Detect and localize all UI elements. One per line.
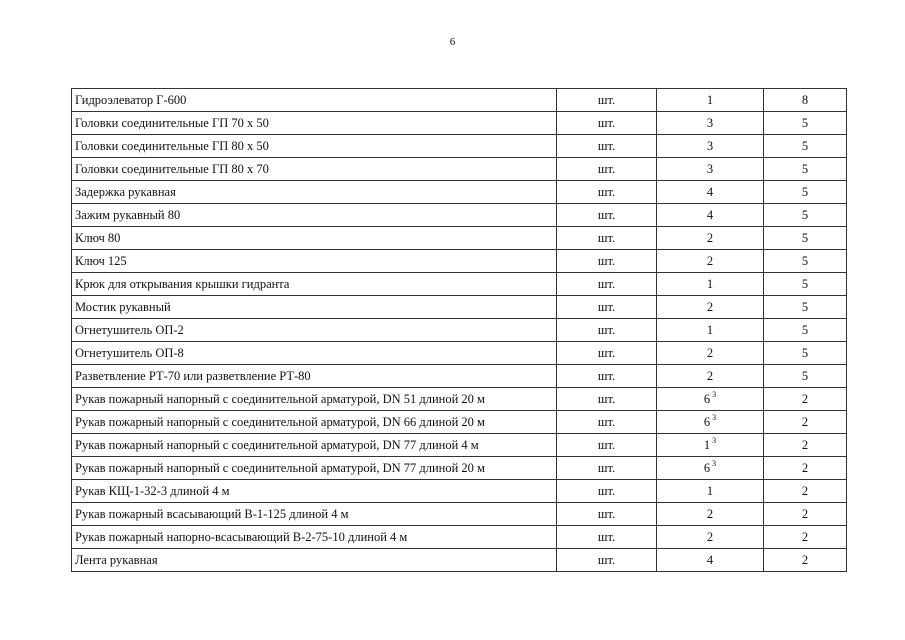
unit-cell: шт. xyxy=(557,112,657,135)
table-row xyxy=(72,526,847,549)
period-cell: 2 xyxy=(764,526,847,549)
quantity-cell xyxy=(657,549,764,572)
period-cell: 8 xyxy=(764,89,847,112)
table-row xyxy=(72,250,847,273)
table-row xyxy=(72,434,847,457)
quantity-value: 6 xyxy=(703,414,711,429)
unit-cell: шт. xyxy=(557,158,657,181)
unit-cell: шт. xyxy=(557,503,657,526)
unit-cell: шт. xyxy=(557,480,657,503)
period-cell: 5 xyxy=(764,273,847,296)
item-name-cell: Разветвление РТ-70 или разветвление РТ-80 xyxy=(72,365,557,388)
item-name-cell: Головки соединительные ГП 70 х 50 xyxy=(72,112,557,135)
unit-cell: шт. xyxy=(557,250,657,273)
unit-cell: шт. xyxy=(557,181,657,204)
period-cell: 2 xyxy=(764,388,847,411)
unit-cell: шт. xyxy=(557,457,657,480)
footnote-marker: 3 xyxy=(712,390,717,400)
quantity-value: 2 xyxy=(706,368,714,383)
table-row xyxy=(72,503,847,526)
period-cell: 5 xyxy=(764,342,847,365)
quantity-value: 2 xyxy=(706,345,714,360)
table-row xyxy=(72,549,847,572)
table-row xyxy=(72,227,847,250)
item-name-cell: Ключ 125 xyxy=(72,250,557,273)
period-cell: 2 xyxy=(764,480,847,503)
quantity-value: 2 xyxy=(706,230,714,245)
table-row xyxy=(72,388,847,411)
table-row xyxy=(72,457,847,480)
quantity-cell xyxy=(657,411,764,434)
table-row xyxy=(72,273,847,296)
item-name-cell: Рукав пожарный всасывающий В-1-125 длиной 4 м xyxy=(72,503,557,526)
period-cell: 2 xyxy=(764,411,847,434)
quantity-value: 6 xyxy=(703,391,711,406)
quantity-value: 3 xyxy=(706,161,714,176)
period-cell: 5 xyxy=(764,112,847,135)
table-row xyxy=(72,411,847,434)
unit-cell: шт. xyxy=(557,273,657,296)
unit-cell: шт. xyxy=(557,549,657,572)
unit-cell: шт. xyxy=(557,204,657,227)
quantity-cell xyxy=(657,89,764,112)
item-name-cell: Зажим рукавный 80 xyxy=(72,204,557,227)
unit-cell: шт. xyxy=(557,296,657,319)
quantity-value: 2 xyxy=(706,506,714,521)
unit-cell: шт. xyxy=(557,434,657,457)
item-name-cell: Головки соединительные ГП 80 х 50 xyxy=(72,135,557,158)
period-cell: 5 xyxy=(764,181,847,204)
unit-cell: шт. xyxy=(557,365,657,388)
quantity-cell xyxy=(657,181,764,204)
item-name-cell: Гидроэлеватор Г-600 xyxy=(72,89,557,112)
unit-cell: шт. xyxy=(557,227,657,250)
quantity-cell xyxy=(657,434,764,457)
quantity-cell xyxy=(657,296,764,319)
item-name-cell: Головки соединительные ГП 80 х 70 xyxy=(72,158,557,181)
item-name-cell: Рукав пожарный напорный с соединительной арматурой, DN 77 длиной 20 м xyxy=(72,457,557,480)
period-cell: 2 xyxy=(764,434,847,457)
table-row xyxy=(72,181,847,204)
item-name-cell: Рукав КЩ-1-32-3 длиной 4 м xyxy=(72,480,557,503)
quantity-value: 3 xyxy=(706,138,714,153)
table-row xyxy=(72,342,847,365)
period-cell: 5 xyxy=(764,250,847,273)
unit-cell: шт. xyxy=(557,135,657,158)
table-row xyxy=(72,89,847,112)
quantity-cell xyxy=(657,135,764,158)
quantity-cell xyxy=(657,319,764,342)
quantity-cell xyxy=(657,204,764,227)
period-cell: 5 xyxy=(764,135,847,158)
quantity-cell xyxy=(657,503,764,526)
item-name-cell: Ключ 80 xyxy=(72,227,557,250)
quantity-value: 6 xyxy=(703,460,711,475)
item-name-cell: Рукав пожарный напорный с соединительной арматурой, DN 66 длиной 20 м xyxy=(72,411,557,434)
unit-cell: шт. xyxy=(557,388,657,411)
item-name-cell: Огнетушитель ОП-8 xyxy=(72,342,557,365)
table-row xyxy=(72,158,847,181)
table-row xyxy=(72,296,847,319)
table-row xyxy=(72,204,847,227)
page-number: 6 xyxy=(449,36,456,48)
quantity-cell xyxy=(657,342,764,365)
table-row xyxy=(72,480,847,503)
period-cell: 5 xyxy=(764,227,847,250)
table-row xyxy=(72,135,847,158)
period-cell: 2 xyxy=(764,503,847,526)
quantity-cell xyxy=(657,457,764,480)
item-name-cell: Задержка рукавная xyxy=(72,181,557,204)
item-name-cell: Лента рукавная xyxy=(72,549,557,572)
unit-cell: шт. xyxy=(557,342,657,365)
unit-cell: шт. xyxy=(557,89,657,112)
quantity-cell xyxy=(657,388,764,411)
quantity-cell xyxy=(657,112,764,135)
quantity-cell xyxy=(657,365,764,388)
item-name-cell: Рукав пожарный напорно-всасывающий В-2-75-10 длиной 4 м xyxy=(72,526,557,549)
quantity-value: 1 xyxy=(706,483,714,498)
item-name-cell: Рукав пожарный напорный с соединительной арматурой, DN 51 длиной 20 м xyxy=(72,388,557,411)
quantity-value: 2 xyxy=(706,299,714,314)
item-name-cell: Мостик рукавный xyxy=(72,296,557,319)
unit-cell: шт. xyxy=(557,319,657,342)
period-cell: 5 xyxy=(764,296,847,319)
quantity-cell xyxy=(657,227,764,250)
quantity-value: 1 xyxy=(706,276,714,291)
period-cell: 2 xyxy=(764,549,847,572)
period-cell: 5 xyxy=(764,204,847,227)
period-cell: 5 xyxy=(764,365,847,388)
footnote-marker: 3 xyxy=(712,413,717,423)
quantity-cell xyxy=(657,250,764,273)
quantity-cell xyxy=(657,480,764,503)
quantity-value: 4 xyxy=(706,207,714,222)
quantity-value: 3 xyxy=(706,115,714,130)
equipment-table xyxy=(71,88,847,572)
quantity-value: 2 xyxy=(706,529,714,544)
unit-cell: шт. xyxy=(557,411,657,434)
unit-cell: шт. xyxy=(557,526,657,549)
quantity-value: 4 xyxy=(706,184,714,199)
quantity-value: 4 xyxy=(706,552,714,567)
item-name-cell: Рукав пожарный напорный с соединительной арматурой, DN 77 длиной 4 м xyxy=(72,434,557,457)
quantity-value: 1 xyxy=(706,92,714,107)
quantity-cell xyxy=(657,158,764,181)
table-row xyxy=(72,365,847,388)
quantity-cell xyxy=(657,273,764,296)
item-name-cell: Крюк для открывания крышки гидранта xyxy=(72,273,557,296)
table-row xyxy=(72,112,847,135)
quantity-value: 1 xyxy=(706,322,714,337)
table-row xyxy=(72,319,847,342)
item-name-cell: Огнетушитель ОП-2 xyxy=(72,319,557,342)
footnote-marker: 3 xyxy=(712,436,717,446)
quantity-value: 1 xyxy=(703,437,711,452)
period-cell: 5 xyxy=(764,158,847,181)
quantity-cell xyxy=(657,526,764,549)
footnote-marker: 3 xyxy=(712,459,717,469)
period-cell: 5 xyxy=(764,319,847,342)
equipment-table-body xyxy=(72,89,847,572)
period-cell: 2 xyxy=(764,457,847,480)
quantity-value: 2 xyxy=(706,253,714,268)
